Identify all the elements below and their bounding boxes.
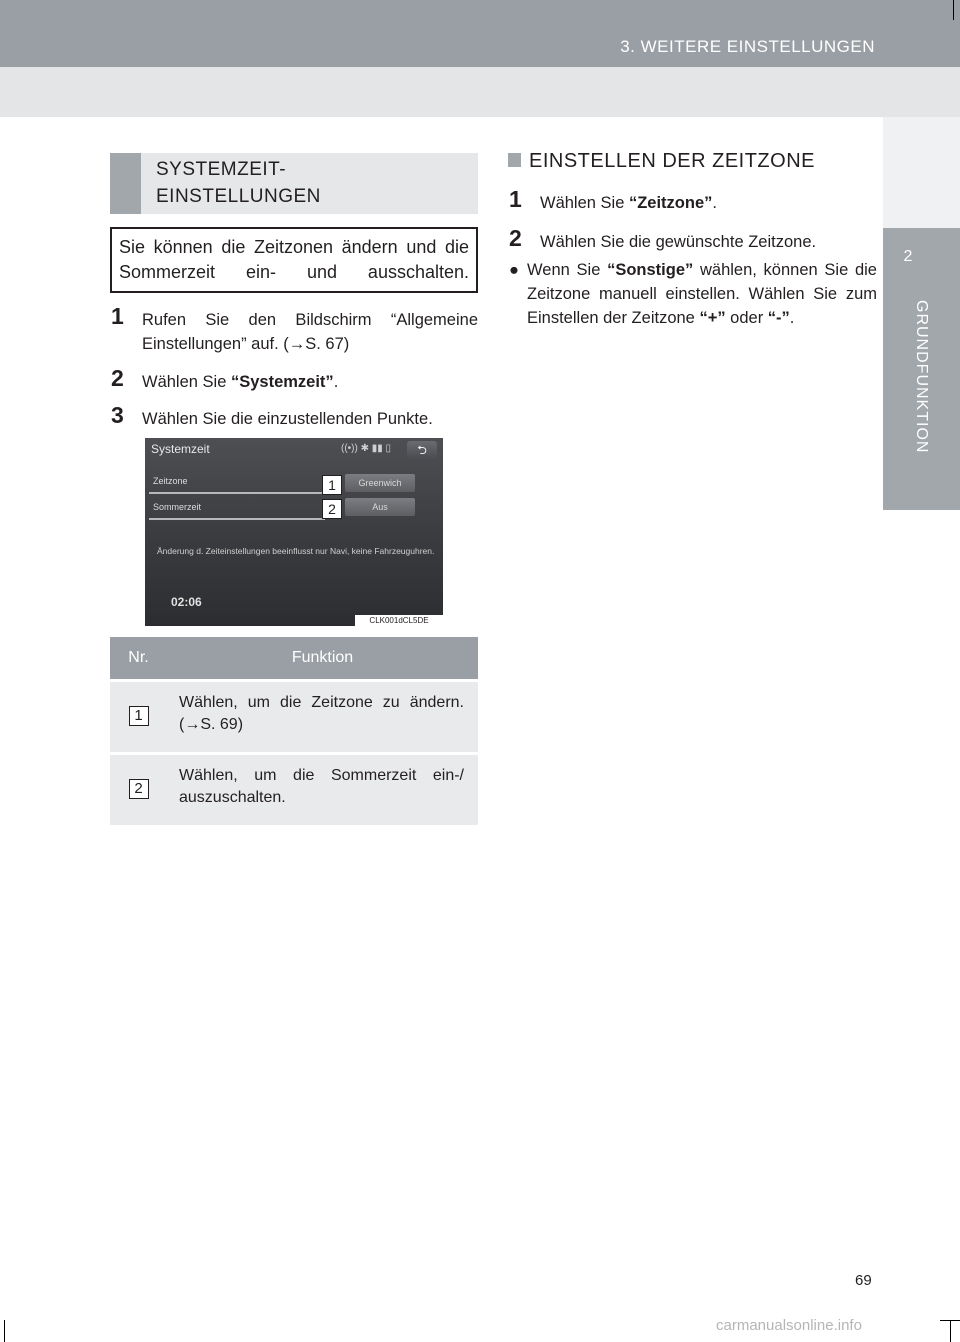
row-description: Wählen, um die Zeitzone zu ändern. (→S. 69) <box>167 682 478 752</box>
dst-row: Sommerzeit <box>149 498 325 520</box>
callout-2: 2 <box>322 499 342 519</box>
page-number: 69 <box>855 1272 872 1289</box>
back-icon: ⮌ <box>407 441 437 459</box>
bullet-icon: ● <box>509 261 519 279</box>
timezone-row: Zeitzone <box>149 472 325 494</box>
table-row <box>110 755 478 825</box>
function-table <box>110 637 478 825</box>
row-number: 1 <box>129 706 149 726</box>
step-number: 2 <box>111 365 124 391</box>
system-time-screenshot <box>145 438 443 626</box>
section-heading-bar <box>110 153 141 214</box>
crop-mark <box>950 1320 951 1342</box>
step-number: 1 <box>509 186 522 212</box>
step-number: 2 <box>509 225 522 251</box>
bullet-note: ● Wenn Sie “Sonstige” wählen, können Sie die Zeitzone manuell einstellen. Wählen Sie zum Einstellen der Zeitzone “+” oder “-”. <box>509 258 877 330</box>
subsection-heading: EINSTELLEN DER ZEITZONE <box>508 150 815 173</box>
column-header: Nr. <box>110 637 167 679</box>
section-heading <box>110 153 478 214</box>
watermark: carmanualsonline.info <box>716 1317 862 1334</box>
callout-1: 1 <box>322 475 342 495</box>
side-chapter-label: GRUNDFUNKTION <box>913 300 930 454</box>
step-number: 3 <box>111 402 124 428</box>
status-icons: ((•)) ✱ ▮▮ ▯ <box>341 443 392 454</box>
intro-box <box>110 227 478 293</box>
step-number: 1 <box>111 303 124 329</box>
screen-note: Änderung d. Zeiteinstellungen beeinflusst nur Navi, keine Fahrzeuguhren. <box>157 546 435 556</box>
side-tab-spacer <box>883 117 960 228</box>
square-icon <box>508 153 521 167</box>
crop-mark <box>4 1320 5 1342</box>
column-header: Funktion <box>167 637 478 679</box>
row-description: Wählen, um die Sommerzeit ein-/ auszuschalten. <box>167 755 478 825</box>
table-header-row <box>110 637 478 679</box>
section-heading-text: SYSTEMZEIT- EINSTELLUNGEN <box>156 159 321 207</box>
intro-text: Sie können die Zeitzonen ändern und die Sommerzeit ein- und ausschalten. <box>119 237 469 282</box>
dst-value-button: Aus <box>345 498 415 516</box>
side-chapter-number: 2 <box>903 248 913 265</box>
table-row <box>110 682 478 752</box>
chapter-title: 3. WEITERE EINSTELLUNGEN <box>620 37 875 56</box>
screen-clock: 02:06 <box>171 595 202 609</box>
timezone-value-button: Greenwich <box>345 474 415 492</box>
row-number: 2 <box>129 779 149 799</box>
header-subband <box>0 67 960 117</box>
screen-title: Systemzeit <box>151 442 210 456</box>
image-code: CLK001dCL5DE <box>355 615 443 626</box>
crop-mark <box>953 0 954 20</box>
